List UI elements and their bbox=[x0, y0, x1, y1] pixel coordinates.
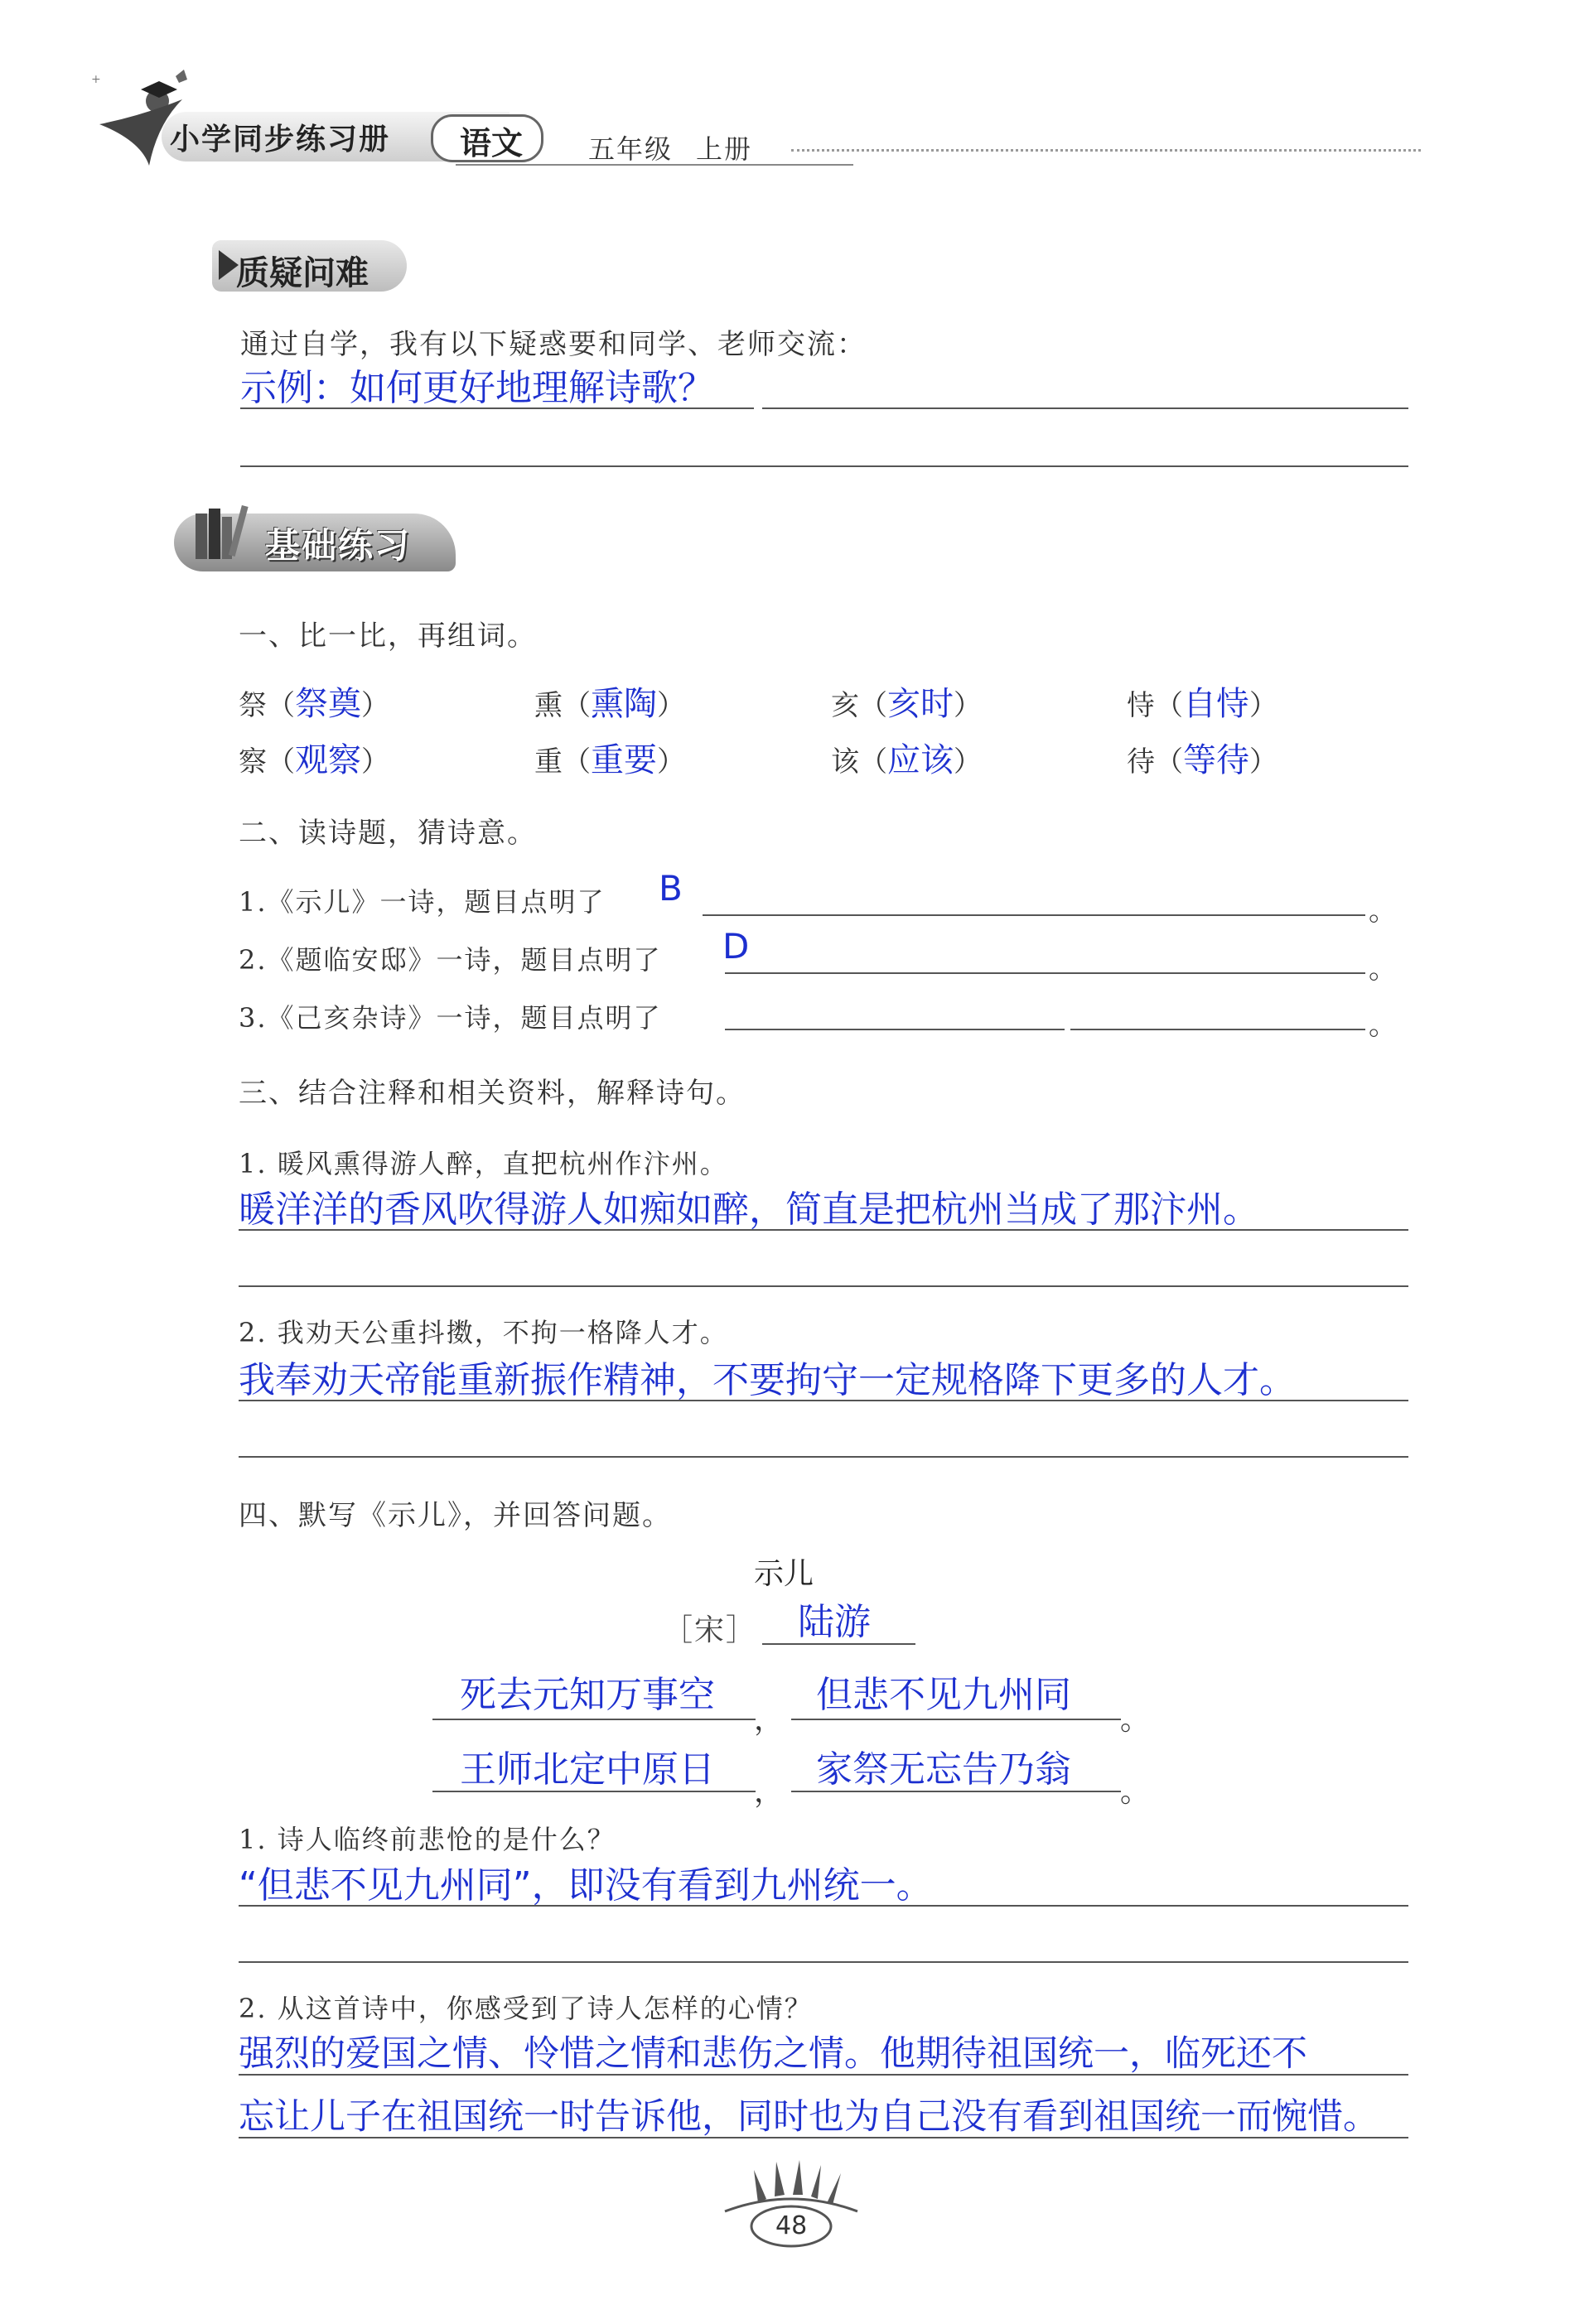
q1-heading: 一、比一比，再组词。 bbox=[239, 620, 537, 653]
poem-period-2: 。 bbox=[1120, 1775, 1152, 1809]
q4-sub1-text: 1. 诗人临终前悲怆的是什么？ bbox=[239, 1824, 616, 1855]
q1-pair-2: 熏（熏陶） bbox=[534, 685, 685, 723]
q4-sub1-line-2 bbox=[239, 1961, 1408, 1963]
q1-pair-answer: 自恃 bbox=[1183, 685, 1249, 723]
q1-pair-char: 该 bbox=[831, 745, 859, 779]
q1-pair-3: 亥（亥时） bbox=[831, 685, 982, 723]
poem-line-2: 但悲不见九州同 bbox=[816, 1674, 1071, 1716]
section-questions-title: 质疑问难 bbox=[236, 254, 369, 292]
q1-pair-answer: 重要 bbox=[591, 741, 657, 779]
q1-pair-char: 察 bbox=[239, 745, 267, 779]
q4-sub2-text: 2. 从这首诗中，你感受到了诗人怎样的心情？ bbox=[239, 1993, 813, 2024]
q1-pair-answer: 亥时 bbox=[887, 685, 954, 723]
q2-item-2-line bbox=[725, 972, 1365, 974]
q1-pair-char: 恃 bbox=[1127, 689, 1155, 722]
q3-item-1-answer: 暖洋洋的香风吹得游人如痴如醉，简直是把杭州当成了那汴州。 bbox=[239, 1189, 1259, 1231]
questions-line-1b bbox=[762, 407, 1408, 409]
q3-item-1-line-2 bbox=[239, 1285, 1408, 1287]
q1-pair-6: 重（重要） bbox=[534, 741, 685, 779]
svg-text:+: + bbox=[91, 73, 101, 86]
q1-pair-answer: 应该 bbox=[887, 741, 954, 779]
q4-sub1-answer: “但悲不见九州同”，即没有看到九州统一。 bbox=[239, 1864, 933, 1907]
q2-item-3-line-a bbox=[725, 1029, 1065, 1030]
poem-line-4: 家祭无忘告乃翁 bbox=[816, 1748, 1071, 1791]
q2-item-2-end: 。 bbox=[1369, 952, 1398, 986]
questions-line-1a bbox=[240, 407, 754, 409]
poem-author: 陆游 bbox=[798, 1601, 871, 1643]
q4-sub2-answer-line-1: 强烈的爱国之情、怜惜之情和悲伤之情。他期待祖国统一，临死还不 bbox=[239, 2033, 1307, 2075]
q1-pair-7: 该（应该） bbox=[831, 741, 982, 779]
q1-pair-5: 察（观察） bbox=[239, 741, 389, 779]
poem-line-2-rule bbox=[791, 1719, 1121, 1720]
q1-pair-char: 祭 bbox=[239, 689, 267, 722]
page-number: 48 bbox=[775, 2211, 808, 2240]
q1-pair-char: 重 bbox=[534, 745, 563, 779]
q2-item-1-end: 。 bbox=[1369, 894, 1398, 928]
q1-pair-answer: 等待 bbox=[1183, 741, 1249, 779]
q4-heading: 四、默写《示儿》，并回答问题。 bbox=[239, 1499, 672, 1532]
q2-heading: 二、读诗题，猜诗意。 bbox=[239, 817, 537, 850]
q2-item-3-end: 。 bbox=[1369, 1009, 1398, 1042]
q1-pair-4: 恃（自恃） bbox=[1127, 685, 1277, 723]
q1-pair-answer: 熏陶 bbox=[591, 685, 657, 723]
q3-item-2-answer: 我奉劝天帝能重新振作精神，不要拘守一定规格降下更多的人才。 bbox=[239, 1359, 1296, 1401]
header-dotted-line bbox=[791, 149, 1421, 152]
questions-prompt: 通过自学，我有以下疑惑要和同学、老师交流： bbox=[240, 328, 867, 361]
q3-item-2-line-1 bbox=[239, 1400, 1408, 1401]
q3-item-1: 1. 暖风熏得游人醉，直把杭州作汴州。 bbox=[239, 1148, 728, 1179]
q2-item-1: 1.《示儿》一诗，题目点明了 bbox=[239, 886, 606, 918]
poem-line-1: 死去元知万事空 bbox=[460, 1674, 715, 1716]
q2-item-2-answer: D bbox=[722, 926, 750, 967]
poem-author-line bbox=[762, 1643, 915, 1645]
poem-title: 示儿 bbox=[754, 1557, 814, 1591]
q4-sub2-line-2 bbox=[239, 2137, 1408, 2138]
q4-sub1-line-1 bbox=[239, 1905, 1408, 1907]
q1-pair-char: 亥 bbox=[831, 689, 859, 722]
poem-line-1-rule bbox=[432, 1719, 756, 1720]
poem-dynasty: ［宋］ bbox=[663, 1613, 758, 1647]
q1-pair-char: 待 bbox=[1127, 745, 1155, 779]
section-basic-title: 基础练习 bbox=[265, 525, 412, 566]
q1-pair-8: 待（等待） bbox=[1127, 741, 1277, 779]
subject-label: 语文 bbox=[460, 124, 524, 162]
q3-item-2-line-2 bbox=[239, 1456, 1408, 1458]
grade-label: 五年级 bbox=[588, 133, 674, 165]
header bbox=[83, 66, 1425, 174]
poem-line-3: 王师北定中原日 bbox=[460, 1748, 715, 1791]
poem-period-1: 。 bbox=[1120, 1703, 1152, 1737]
poem-comma-2: ， bbox=[754, 1775, 786, 1809]
q1-pair-char: 熏 bbox=[534, 689, 563, 722]
q3-item-2: 2. 我劝天公重抖擞，不拘一格降人才。 bbox=[239, 1317, 728, 1348]
q3-heading: 三、结合注释和相关资料，解释诗句。 bbox=[239, 1077, 746, 1110]
q3-item-1-line-1 bbox=[239, 1229, 1408, 1231]
questions-line-2 bbox=[240, 465, 1408, 467]
q2-item-3: 3.《己亥杂诗》一诗，题目点明了 bbox=[239, 1002, 662, 1034]
volume-label: 上册 bbox=[696, 133, 753, 165]
q4-sub2-answer-line-2: 忘让儿子在祖国统一时告诉他，同时也为自己没有看到祖国统一而惋惜。 bbox=[239, 2096, 1379, 2138]
q2-item-3-line-b bbox=[1070, 1029, 1365, 1030]
questions-answer: 示例：如何更好地理解诗歌？ bbox=[240, 367, 714, 409]
q1-pair-1: 祭（祭奠） bbox=[239, 685, 389, 723]
poem-line-4-rule bbox=[791, 1791, 1121, 1792]
poem-line-3-rule bbox=[432, 1791, 756, 1792]
q1-pair-answer: 观察 bbox=[295, 741, 361, 779]
q2-item-1-line bbox=[703, 914, 1365, 916]
q2-item-2: 2.《题临安邸》一诗，题目点明了 bbox=[239, 944, 662, 976]
books-pencil-icon bbox=[187, 497, 254, 571]
q2-item-1-answer: B bbox=[659, 868, 683, 909]
q1-pair-answer: 祭奠 bbox=[295, 685, 361, 723]
q4-sub2-line-1 bbox=[239, 2074, 1408, 2076]
header-rule bbox=[456, 164, 853, 166]
book-title: 小学同步练习册 bbox=[170, 123, 391, 157]
poem-comma-1: ， bbox=[754, 1703, 786, 1737]
